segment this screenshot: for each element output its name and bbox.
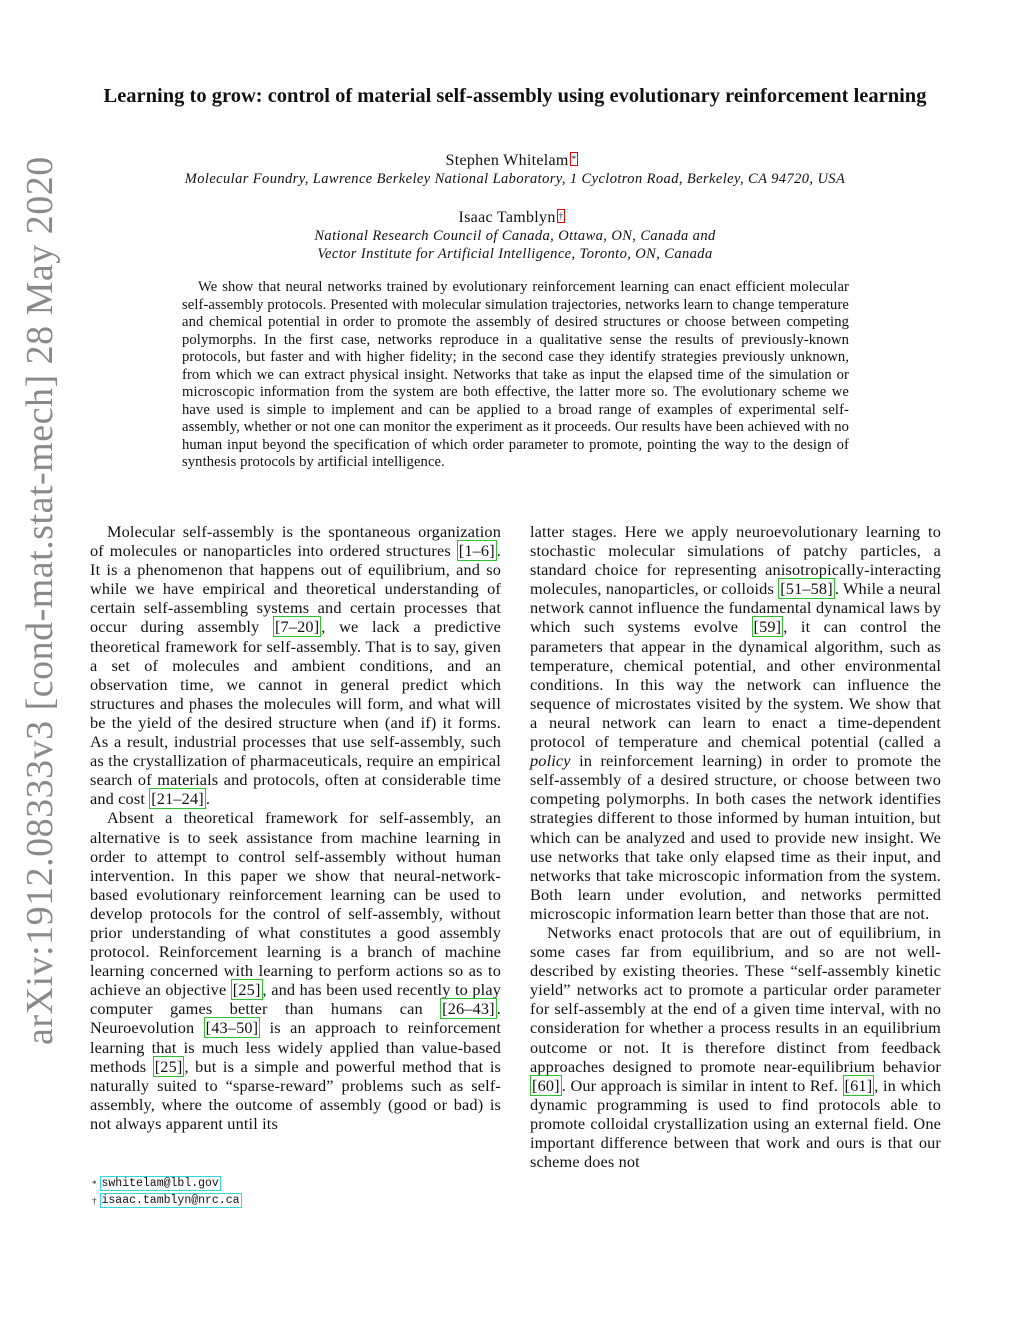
text-run: , in which dynamic programming is used to find protocols able to promote colloidal crystallization using an external field. One important difference between that work and ours is that our scheme does not <box>530 1075 941 1172</box>
citation-link[interactable]: [25] <box>232 980 261 1000</box>
footnote-mark: † <box>92 1196 97 1206</box>
left-column <box>90 522 501 1133</box>
text-run: . While a neural network cannot influence the fundamental dynamical laws by which such systems evolve <box>530 579 941 637</box>
paragraph <box>530 522 941 923</box>
text-run: , it can control the parameters that appear in the dynamical algorithm, such as temperature, chemical potential, and other environmental conditions. In this way the network can influence the sequence of microstates visited by the system. We show that a neural network can learn to enact a time-dependent protocol of temperature and chemical potential (called a <box>530 617 942 752</box>
author-name: Isaac Tamblyn <box>458 209 556 226</box>
text-run: Networks enact protocols that are out of equilibrium, in some cases far from equilibrium, and so are not well-described by existing theories. These “self-assembly kinetic yield” networks act to promote a particular order parameter for self-assembly at the end of a given time interval, with no consideration for whether a process results in an equilibrium outcome or not. It is therefore distinct from feedback approaches designed to promote near-equilibrium behavior <box>530 922 941 1076</box>
text-run: Absent a theoretical framework for self-assembly, an alternative is to seek assistance from machine learning in order to attempt to control self-assembly without human intervention. In this paper we show that neural-network-based evolutionary reinforcement learning can be used to develop protocols for the control of self-assembly, without prior understanding of what constitutes a good assembly protocol. Reinforcement learning is a branch of machine learning concerned with learning to perform actions so as to achieve an objective <box>90 808 501 1000</box>
citation-link[interactable]: [43–50] <box>205 1018 259 1038</box>
email-link[interactable]: isaac.tamblyn@nrc.ca <box>101 1194 240 1207</box>
author-2-affiliation-line: National Research Council of Canada, Ottawa, ON, Canada and <box>314 228 716 244</box>
author-2 <box>0 209 1024 227</box>
right-column <box>530 522 941 1171</box>
author-name: Stephen Whitelam <box>445 152 569 169</box>
citation-link[interactable]: [25] <box>154 1056 183 1076</box>
citation-link[interactable]: [21–24] <box>151 789 204 809</box>
text-run: in reinforcement learning) in order to promote the self-assembly of a desired structure, or choose between two competing polymorphs. In both cases the network identifies strategies different to those informed by human intuition, but which can be analyzed and used to provide new insight. We use networks that take only elapsed time as their input, and networks that take microscopic information from the system. Both learn under evolution, and networks permitted microscopic information learn better than those that are not. <box>530 751 941 923</box>
citation-link[interactable]: [1–6] <box>458 541 495 561</box>
citation-link[interactable]: [26–43] <box>442 999 495 1019</box>
citation-link[interactable]: [60] <box>532 1075 560 1095</box>
footnote-2 <box>92 1194 242 1208</box>
footnote-1 <box>92 1177 221 1191</box>
paragraph <box>90 522 501 808</box>
email-link[interactable]: swhitelam@lbl.gov <box>101 1177 219 1190</box>
paper-title: Learning to grow: control of material self-assembly using evolutionary reinforcement learning <box>103 85 927 107</box>
text-run: . Neuroevolution <box>90 999 501 1038</box>
citation-link[interactable]: [51–58] <box>780 579 833 599</box>
text-run: , and has been used recently to play computer games better than humans can <box>90 980 501 1019</box>
text-run: . <box>205 789 211 809</box>
text-run: Molecular self-assembly is the spontaneous organization of molecules or nanoparticles into ordered structures <box>90 522 501 561</box>
text-run: . It is a phenomenon that happens out of equilibrium, and so while we have empirical and theoretical understanding of certain self-assembling systems and certain processes that occur during assembly <box>90 541 501 637</box>
text-run: , but is a simple and powerful method that is naturally suited to “sparse-reward” problems such as self-assembly, where the outcome of assembly (good or bad) is not always apparent until its <box>90 1056 501 1133</box>
citation-link[interactable]: [61] <box>844 1075 873 1095</box>
paragraph <box>90 808 501 1133</box>
footnote-mark: * <box>92 1179 97 1189</box>
text-run: , we lack a predictive theoretical framework for self-assembly. That is to say, given a set of molecules and ambient conditions, and an observation time, we cannot in general predict which structures and phases the molecules will form, and what will be the yield of the desired structure when (and if) it forms. As a result, industrial processes that use self-assembly, such as the crystallization of pharmaceuticals, require an empirical search of materials and protocols, often at considerable time and cost <box>90 617 501 809</box>
text-run: latter stages. Here we apply neuroevolutionary learning to stochastic molecular simulations of patchy particles, a standard choice for representing anisotropically-interacting molecules, nanoparticles, or colloids <box>530 522 941 599</box>
text-run: . Our approach is similar in intent to Ref. <box>561 1075 843 1095</box>
footnote-link[interactable]: * <box>571 154 577 164</box>
author-1 <box>0 152 1024 170</box>
abstract: We show that neural networks trained by evolutionary reinforcement learning can enact efficient molecular self-assembly protocols. Presented with molecular simulation trajectories, networks learn to change temperature and chemical potential in order to promote the assembly of desired structures or choose between competing polymorphs. In the first case, networks reproduce in a qualitative sense the results of previously-known protocols, but faster and with higher fidelity; in the second case they identify strategies previously unknown, from which we can extract physical insight. Networks that take as input the elapsed time of the simulation or microscopic information from the system are both effective, the latter more so. The evolutionary scheme we have used is simple to implement and can be applied to a broad range of examples of experimental self-assembly, whether or not one can monitor the experiment as it proceeds. Our results have been achieved with no human input beyond the specification of which order parameter to promote, pointing the way to the design of synthesis protocols by artificial intelligence. <box>182 279 849 471</box>
arxiv-identifier-stamp: arXiv:1912.08333v3 [cond-mat.stat-mech] 28 May 2020 <box>19 156 61 1045</box>
paragraph <box>530 923 941 1171</box>
text-run: is an approach to reinforcement learning that is much less widely applied than value-based methods <box>90 1018 501 1076</box>
emphasized-text: policy <box>530 751 571 771</box>
footnote-link[interactable]: † <box>558 211 564 221</box>
author-2-affiliation-line: Vector Institute for Artificial Intelligence, Toronto, ON, Canada <box>317 246 713 262</box>
citation-link[interactable]: [59] <box>753 617 782 637</box>
author-1-affiliation: Molecular Foundry, Lawrence Berkeley National Laboratory, 1 Cyclotron Road, Berkeley, CA 94720, USA <box>184 171 846 187</box>
citation-link[interactable]: [7–20] <box>274 617 320 637</box>
